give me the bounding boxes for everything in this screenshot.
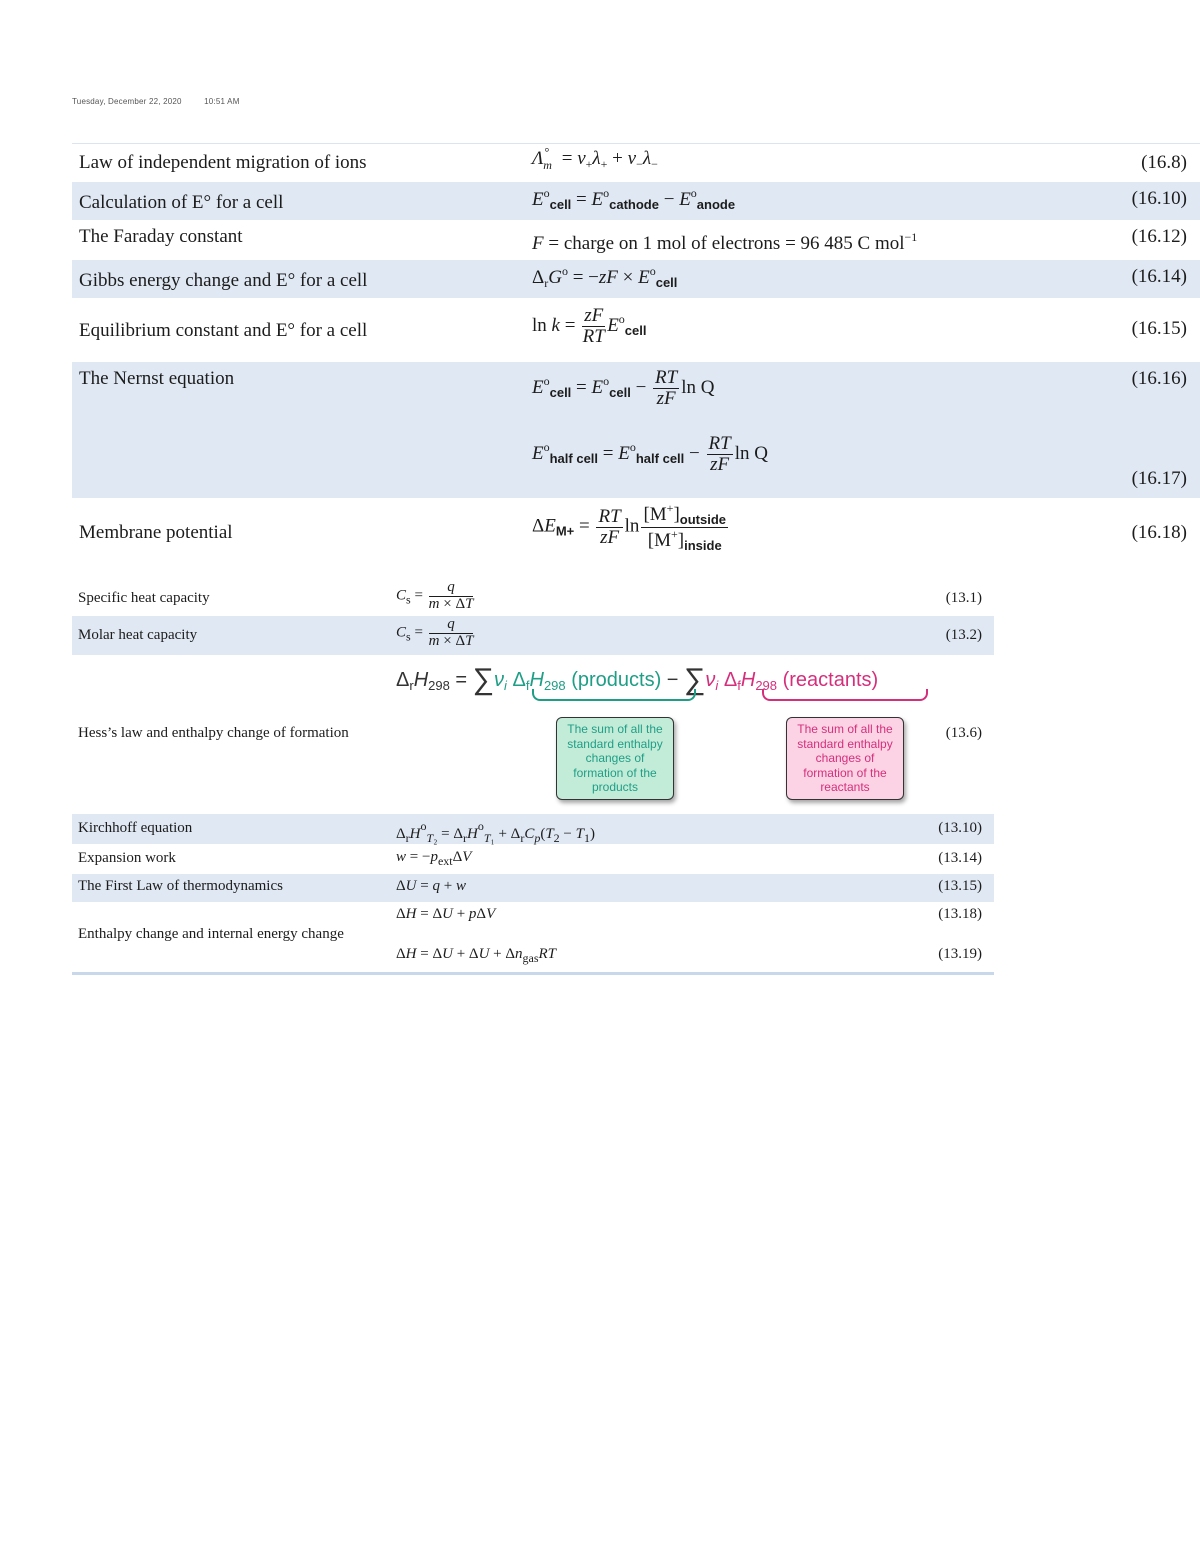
electrochemistry-table: [72, 144, 1200, 570]
equation-number: (13.2): [945, 627, 982, 643]
equation-number-2: (16.17): [1131, 468, 1187, 489]
equation-number-2: (13.19): [938, 946, 982, 962]
row-equation: $C_s$ = $\frac{q}{m \times \Delta T}$: [396, 579, 474, 612]
row-label: Enthalpy change and internal energy change: [78, 926, 344, 942]
hess-law-equation: $\Delta_rH_{298} = \sum\nu_i$ $\Delta_fH_{298}$ (products) − $\sum\nu_i$ $\Delta_fH_{298}$ (reactants): [396, 663, 879, 696]
equation-number: (13.14): [938, 850, 982, 866]
row-label: Gibbs energy change and E° for a cell: [79, 270, 368, 291]
note-time: 10:51 AM: [204, 97, 240, 106]
row-label: The First Law of thermodynamics: [78, 878, 283, 894]
equation-number: (13.1): [945, 590, 982, 606]
table-row: [72, 498, 1200, 570]
row-equation: ΔH = ΔU + pΔV: [396, 906, 496, 922]
equation-number: (16.18): [1131, 522, 1187, 543]
row-label: Hess’s law and enthalpy change of formation: [78, 725, 349, 741]
row-equation: F = charge on 1 mol of electrons = 96 485 C mol$^{-1}$: [532, 230, 918, 254]
row-equation: $E^o_{cell} = E^o_{cell}$ − $\frac{RT}{zF}$ ln Q: [532, 367, 715, 409]
equation-number: (13.10): [938, 820, 982, 836]
products-callout: The sum of all the standard enthalpy changes of formation of the products: [556, 717, 674, 800]
row-equation: ln k = $\frac{zF}{RT}$ $E^o_{cell}$: [532, 305, 647, 347]
equation-number: (16.12): [1131, 226, 1187, 247]
row-label: Membrane potential: [79, 522, 233, 543]
row-label: Specific heat capacity: [78, 590, 210, 606]
row-label: The Faraday constant: [79, 226, 243, 247]
equation-number: (16.14): [1131, 266, 1187, 287]
row-label: Kirchhoff equation: [78, 820, 193, 836]
equation-number: (13.6): [945, 725, 982, 741]
table-row: [72, 182, 1200, 220]
row-equation: $\Delta_rH^o_{T_2} = \Delta_rH^o_{T_1} + \Delta_rC_p(T_2 - T_1)$: [396, 819, 595, 845]
table-row: [72, 578, 994, 616]
equation-number: (13.18): [938, 906, 982, 922]
row-equation-2: $\Delta H = \Delta U + \Delta U + \Delta n_{gas}RT$: [396, 946, 557, 965]
row-label: Calculation of E° for a cell: [79, 192, 284, 213]
equation-number: (13.15): [938, 878, 982, 894]
row-equation: $C_s$ = $\frac{q}{m \times \Delta T}$: [396, 616, 474, 649]
table-row: [72, 260, 1200, 298]
row-label: Law of independent migration of ions: [79, 152, 367, 173]
table-row: [72, 902, 994, 972]
table-row: [72, 655, 994, 814]
row-equation: $\Delta E_{M+}$ = $\frac{RT}{zF}$ ln $\frac{[M^+]_{outside}}{[M^+]_{inside}}$: [532, 501, 727, 553]
table-row: [72, 844, 994, 874]
table-row: [72, 298, 1200, 362]
table-row: [72, 874, 994, 902]
table-row: [72, 814, 994, 844]
row-equation-2: $E^o_{half cell} = E^o_{half cell}$ − $\frac{RT}{zF}$ ln Q: [532, 433, 768, 475]
row-label: The Nernst equation: [79, 368, 235, 389]
table-row: [72, 144, 1200, 182]
reactants-callout: The sum of all the standard enthalpy changes of formation of the reactants: [786, 717, 904, 800]
row-label: Molar heat capacity: [78, 627, 198, 643]
products-brace: [532, 689, 696, 701]
table-row: [72, 616, 994, 655]
equation-number: (16.15): [1131, 318, 1187, 339]
thermodynamics-table: [72, 578, 994, 972]
row-equation: $E^o_{cell} = E^o_{cathode} - E^o_{anode}$: [532, 186, 736, 212]
equation-number: (16.8): [1141, 152, 1187, 173]
reactants-brace: [762, 689, 928, 701]
row-equation: $w = -p_{ext}\Delta V$: [396, 849, 472, 868]
row-equation: ΔU = q + w: [396, 878, 466, 894]
table-row: [72, 220, 1200, 260]
row-label: Equilibrium constant and E° for a cell: [79, 320, 368, 341]
note-timestamp: [72, 97, 260, 106]
row-equation: $\Lambda^\circ m = \nu_+\lambda_+ + \nu_-\lambda_-$: [532, 145, 658, 172]
equation-number: (16.10): [1131, 188, 1187, 209]
equation-number: (16.16): [1131, 368, 1187, 389]
row-label: Expansion work: [78, 850, 176, 866]
table-row: [72, 362, 1200, 498]
row-equation: $\Delta_rG^o = -zF \times E^o_{cell}$: [532, 264, 678, 290]
note-date: Tuesday, December 22, 2020: [72, 97, 182, 106]
table-bottom-rule: [72, 972, 994, 975]
